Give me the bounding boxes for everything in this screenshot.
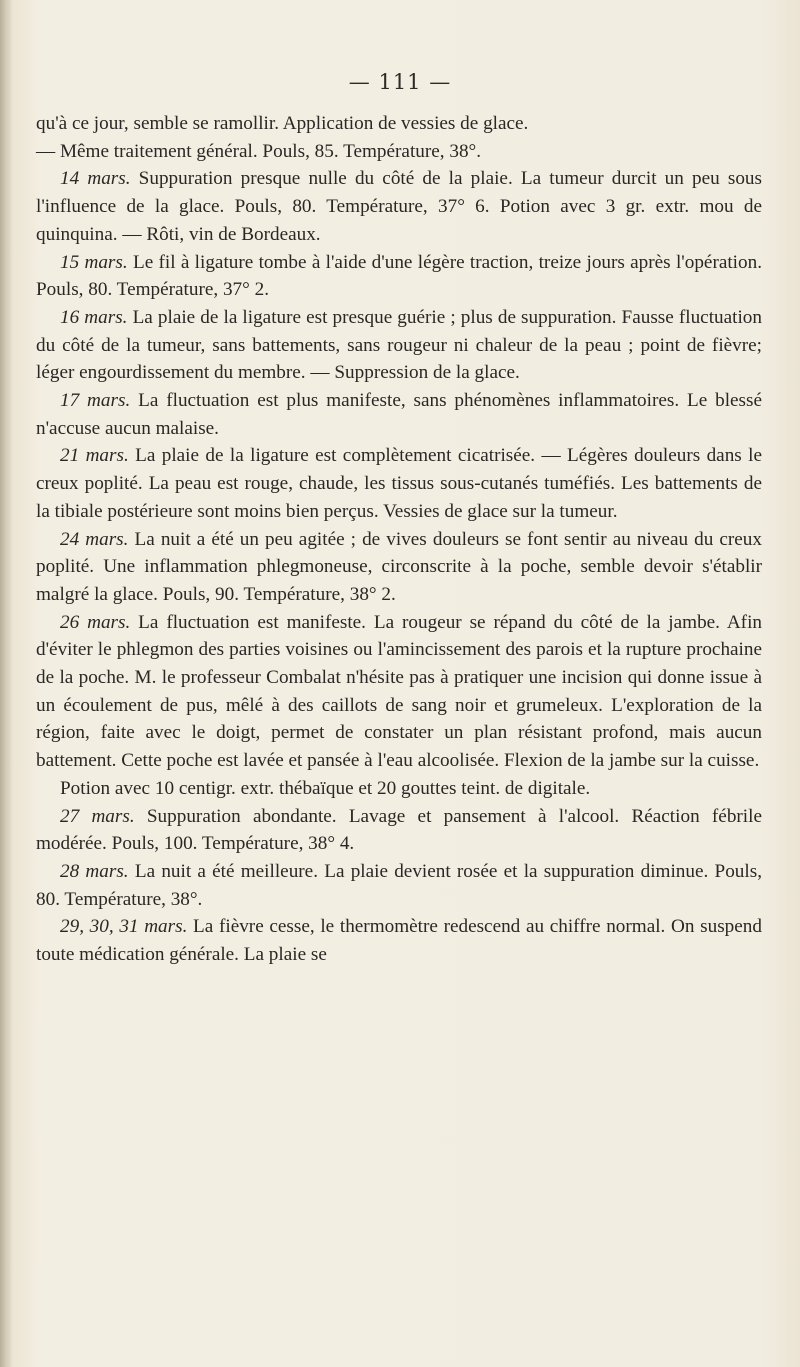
entry-date: 27 mars. bbox=[60, 805, 135, 827]
entry-date: 24 mars. bbox=[60, 528, 129, 550]
entry-date: 16 mars. bbox=[60, 306, 128, 328]
entry-date: 14 mars. bbox=[60, 168, 131, 190]
paragraph-text: La nuit a été un peu agitée ; de vives douleurs se font sentir au niveau du creux poplité. Une inflammation phlegmoneuse, circonscrite à la poche, semble devoir s'établir malgré la glace. Pouls, 90. Température, 38° 2. bbox=[36, 528, 762, 605]
paragraph-text: La plaie de la ligature est complètement cicatrisée. — Légères douleurs dans le creux poplité. La peau est rouge, chaude, les tissus sous-cutanés tuméfiés. Les battements de la tibiale postérieure sont moins bien perçus. Vessies de glace sur la tumeur. bbox=[36, 445, 762, 522]
entry-date: 17 mars. bbox=[60, 390, 131, 412]
paragraph-text: La plaie de la ligature est presque guérie ; plus de suppuration. Fausse fluctuation du côté de la tumeur, sans battements, sans rougeur ni chaleur de la peau ; point de fièvre; léger engourdissement du membre. — Suppression de la glace. bbox=[36, 306, 762, 384]
paragraph bbox=[36, 387, 762, 442]
paragraph-text: Suppuration presque nulle du côté de la plaie. La tumeur durcit un peu sous l'influence de la glace. Pouls, 80. Température, 37° 6. Potion avec 3 gr. extr. mou de quinquina. — Rôti, vin de Bordeaux. bbox=[36, 168, 762, 245]
binding-edge bbox=[0, 0, 12, 1367]
paragraph-text: La nuit a été meilleure. La plaie devient rosée et la suppuration diminue. Pouls, 80. Température, 38°. bbox=[36, 860, 762, 910]
paragraph bbox=[36, 249, 762, 304]
paragraph bbox=[36, 304, 762, 387]
paragraph-text: La fièvre cesse, le thermomètre redescend au chiffre normal. On suspend toute médication générale. La plaie se bbox=[36, 916, 762, 966]
paragraph bbox=[36, 609, 762, 775]
page-body bbox=[36, 110, 762, 969]
paragraph bbox=[36, 775, 762, 803]
paragraph bbox=[36, 138, 762, 166]
paragraph-text: La fluctuation est manifeste. La rougeur se répand du côté de la jambe. Afin d'éviter le phlegmon des parties voisines ou l'amincissement des parois et la rupture prochaine de la poche. M. le professeur Combalat n'hésite pas à pratiquer une incision qui donne issue à un écoulement de pus, mêlé à des caillots de sang noir et grumeleux. L'exploration de la région, faite avec le doigt, permet de constater un plan résistant profond, mais aucun battement. Cette poche est lavée et pansée à l'eau alcoolisée. Flexion de la jambe sur la cuisse. bbox=[36, 611, 762, 772]
entry-date: 26 mars. bbox=[60, 611, 131, 633]
paragraph bbox=[36, 803, 762, 858]
paragraph bbox=[36, 858, 762, 913]
paragraph-text: La fluctuation est plus manifeste, sans phénomènes inflammatoires. Le blessé n'accuse aucun malaise. bbox=[36, 390, 763, 439]
paragraph-text: qu'à ce jour, semble se ramollir. Application de vessies de glace. bbox=[36, 113, 529, 134]
paragraph-text: Potion avec 10 centigr. extr. thébaïque et 20 gouttes teint. de digitale. bbox=[60, 777, 591, 799]
entry-date: 28 mars. bbox=[60, 860, 129, 882]
paragraph bbox=[36, 442, 762, 525]
entry-date: 21 mars. bbox=[60, 445, 129, 467]
page-number: — 111 — bbox=[348, 70, 452, 94]
entry-date: 29, 30, 31 mars. bbox=[60, 916, 188, 938]
paragraph bbox=[36, 913, 762, 968]
paragraph bbox=[36, 526, 762, 609]
paragraph-text: — Même traitement général. Pouls, 85. Température, 38°. bbox=[36, 140, 482, 162]
paragraph-text: Suppuration abondante. Lavage et pansement à l'alcool. Réaction fébrile modérée. Pouls, 100. Température, 38° 4. bbox=[36, 805, 762, 855]
entry-date: 15 mars. bbox=[60, 251, 128, 273]
paragraph bbox=[36, 165, 762, 248]
paragraph-text: Le fil à ligature tombe à l'aide d'une légère traction, treize jours après l'opération. Pouls, 80. Température, 37° 2. bbox=[36, 251, 762, 301]
paragraph bbox=[36, 110, 762, 138]
